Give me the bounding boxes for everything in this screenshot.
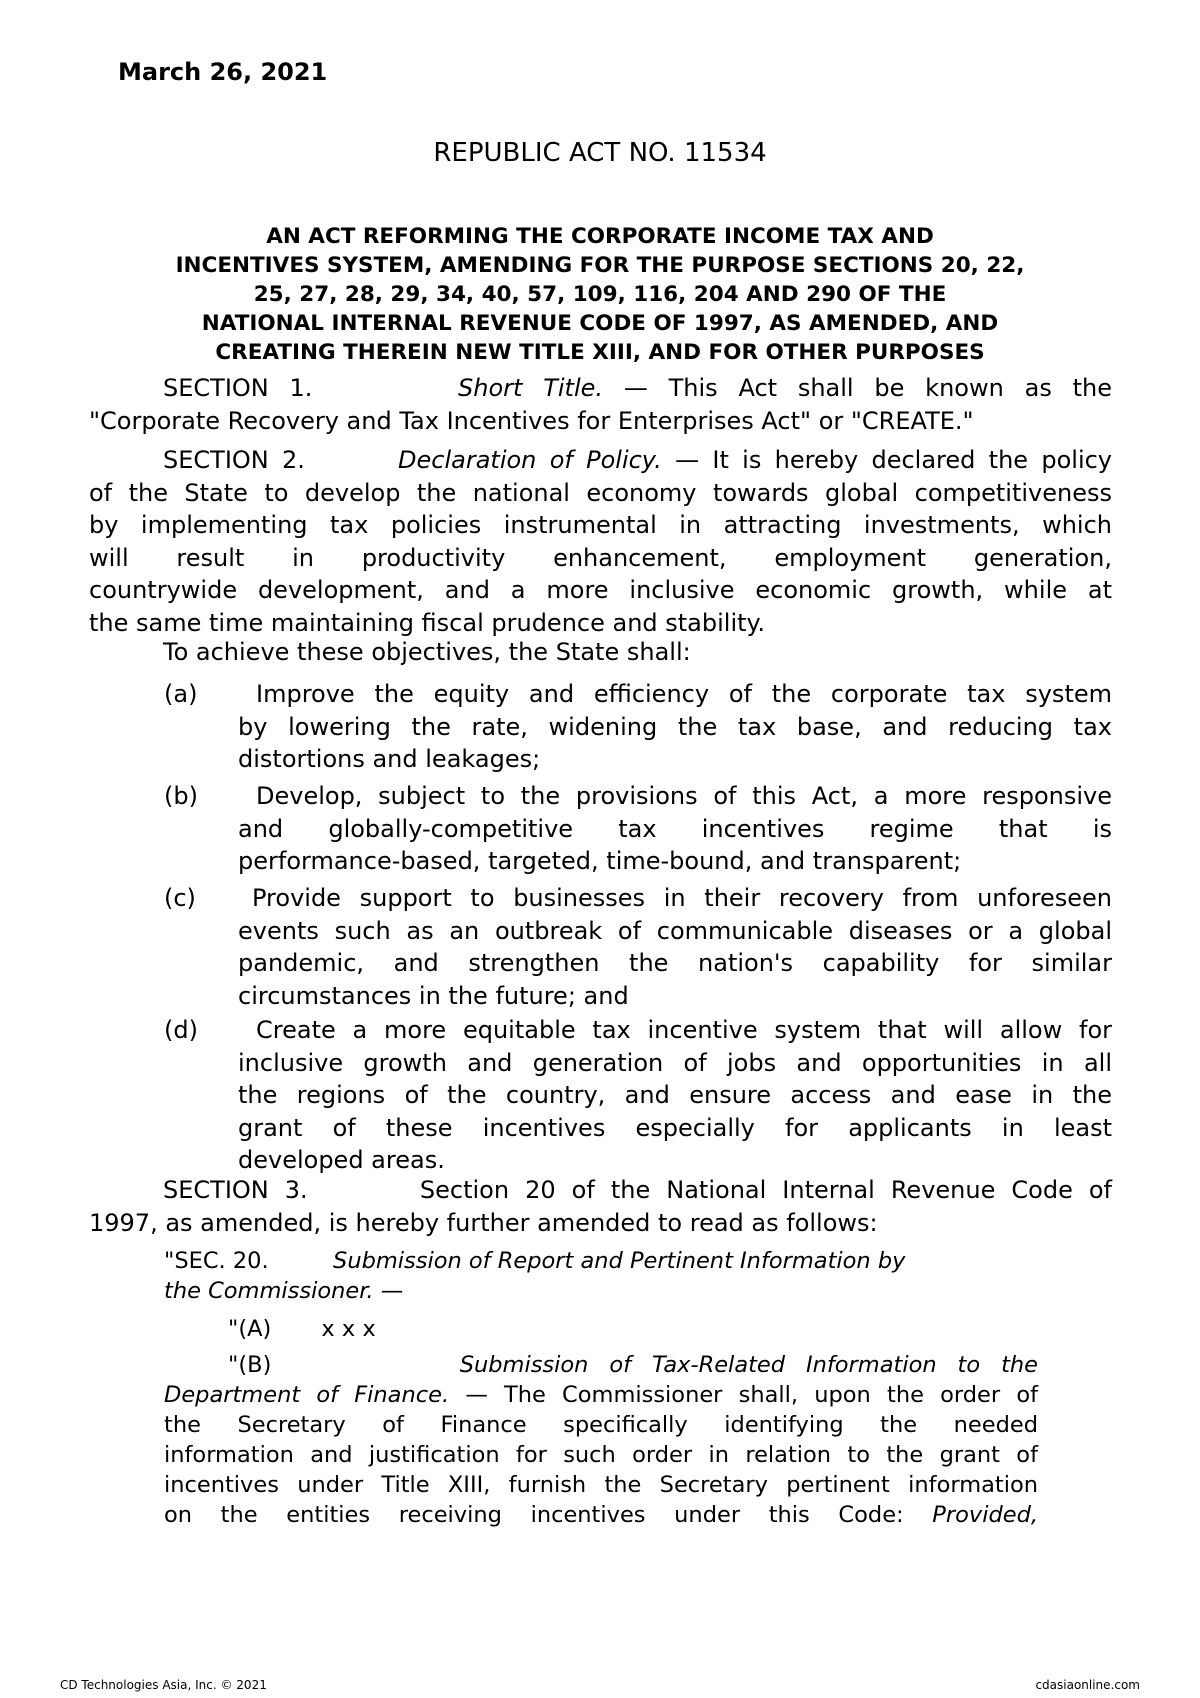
- item-line: distortions and leakages;: [238, 745, 541, 773]
- subsection-b-label: "(B): [228, 1352, 272, 1378]
- item-line: Develop, subject to the provisions of this Act, a more responsive: [256, 782, 1112, 810]
- subsection-b: [164, 1350, 1038, 1530]
- item-line: by lowering the rate, widening the tax base, and reducing tax: [238, 712, 1112, 741]
- section-2-text: by implementing tax policies instrumental in attracting investments, which: [89, 511, 1112, 539]
- act-title-line: AN ACT REFORMING THE CORPORATE INCOME TAX AND: [266, 224, 934, 249]
- act-title-line: CREATING THEREIN NEW TITLE XIII, AND FOR OTHER PURPOSES: [215, 340, 985, 365]
- subsection-a-text: x x x: [321, 1316, 376, 1342]
- quoted-heading: [164, 1246, 1038, 1276]
- item-line: pandemic, and strengthen the nation's capability for similar: [238, 949, 1112, 977]
- item-line: circumstances in the future; and: [238, 981, 629, 1010]
- item-line: Improve the equity and efficiency of the corporate tax system: [256, 680, 1112, 708]
- item-text: [238, 780, 1112, 878]
- quoted-heading-cont: [164, 1276, 1038, 1306]
- section-2-text: countrywide development, and a more inclusive economic growth, while at: [89, 576, 1112, 604]
- item-text: [238, 678, 1112, 776]
- section-3-label: SECTION 3.: [163, 1176, 308, 1204]
- item-text: [238, 882, 1112, 1012]
- item-label: (a): [164, 680, 198, 708]
- subsection-b-line: [164, 1380, 1038, 1410]
- quoted-title: the Commissioner. —: [164, 1278, 404, 1304]
- item-line: inclusive growth and generation of jobs and opportunities in all: [238, 1048, 1112, 1077]
- section-3-text: 1997, as amended, is hereby further amended to read as follows:: [89, 1208, 878, 1237]
- subsection-a: [164, 1314, 1038, 1344]
- section-3-text: Section 20 of the National Internal Revenue Code of: [419, 1176, 1112, 1204]
- section-2-heading: Declaration of Policy.: [398, 446, 662, 474]
- item-line: Provide support to businesses in their recovery from unforeseen: [252, 884, 1112, 912]
- item-text: [238, 1014, 1112, 1177]
- item-line: the regions of the country, and ensure access and ease in the: [238, 1081, 1112, 1109]
- quoted-label: "SEC. 20.: [164, 1248, 269, 1274]
- section-1-first-line: [89, 372, 1112, 405]
- section-2-text: will result in productivity enhancement, employment generation,: [89, 543, 1112, 572]
- item-label: (d): [164, 1016, 198, 1044]
- subsection-b-text: — The Commissioner shall, upon the order of: [465, 1382, 1038, 1408]
- quoted-title: Submission of Report and Pertinent Information by: [333, 1248, 906, 1274]
- item-line: grant of these incentives especially for applicants in least: [238, 1113, 1112, 1142]
- item-line: and globally-competitive tax incentives regime that is: [238, 814, 1112, 843]
- item-label: (c): [164, 884, 196, 912]
- act-title-line: NATIONAL INTERNAL REVENUE CODE OF 1997, AS AMENDED, AND: [201, 311, 999, 336]
- footer-website[interactable]: cdasiaonline.com: [1035, 1678, 1140, 1692]
- subsection-b-line: the Secretary of Finance specifically identifying the needed: [164, 1412, 1038, 1438]
- act-title-line: 25, 27, 28, 29, 34, 40, 57, 109, 116, 204 AND 290 OF THE: [253, 282, 947, 307]
- subsection-a-label: "(A): [228, 1316, 272, 1342]
- subsection-a-line: [164, 1314, 1038, 1344]
- footer-copyright: CD Technologies Asia, Inc. © 2021: [60, 1678, 267, 1692]
- section-1-label: SECTION 1.: [163, 374, 313, 402]
- subsection-b-line: incentives under Title XIII, furnish the Secretary pertinent information: [164, 1472, 1038, 1498]
- item-line: performance-based, targeted, time-bound, and transparent;: [238, 847, 962, 875]
- section-1-text: "Corporate Recovery and Tax Incentives for Enterprises Act" or "CREATE.": [89, 406, 974, 435]
- subsection-b-proviso: Provided,: [932, 1502, 1039, 1528]
- section-1-text: — This Act shall be known as the: [623, 374, 1112, 402]
- subsection-b-line: [164, 1500, 1038, 1530]
- section-2-text: of the State to develop the national economy towards global competitiveness: [89, 478, 1112, 507]
- item-line: Create a more equitable tax incentive system that will allow for: [256, 1016, 1112, 1044]
- section-2: [89, 444, 1112, 639]
- section-2-text: — It is hereby declared the policy: [675, 446, 1113, 474]
- objectives-intro: [89, 636, 1112, 669]
- subsection-b-line: information and justification for such order in relation to the grant of: [164, 1442, 1038, 1468]
- section-3-first-line: [89, 1174, 1112, 1207]
- subsection-b-text: on the entities receiving incentives under this Code:: [164, 1502, 904, 1528]
- item-line: events such as an outbreak of communicable diseases or a global: [238, 916, 1112, 945]
- section-1-heading: Short Title.: [458, 374, 604, 402]
- subsection-b-heading: [164, 1350, 1038, 1380]
- subsection-b-title: Department of Finance.: [164, 1382, 450, 1408]
- act-title: [100, 222, 1100, 367]
- item-label: (b): [164, 782, 198, 810]
- act-title-line: INCENTIVES SYSTEM, AMENDING FOR THE PURPOSE SECTIONS 20, 22,: [175, 253, 1025, 278]
- section-2-label: SECTION 2.: [163, 446, 305, 474]
- section-1: [89, 372, 1112, 437]
- subsection-b-title: Submission of Tax-Related Information to the: [459, 1352, 1038, 1378]
- objectives-intro-text: To achieve these objectives, the State shall:: [163, 638, 691, 666]
- quoted-section-20: [164, 1246, 1038, 1306]
- section-2-first-line: [89, 444, 1112, 477]
- document-date: March 26, 2021: [118, 58, 328, 86]
- section-2-text: the same time maintaining fiscal prudence and stability.: [89, 608, 765, 637]
- section-3: [89, 1174, 1112, 1239]
- act-number: REPUBLIC ACT NO. 11534: [433, 138, 767, 168]
- item-line: developed areas.: [238, 1146, 445, 1174]
